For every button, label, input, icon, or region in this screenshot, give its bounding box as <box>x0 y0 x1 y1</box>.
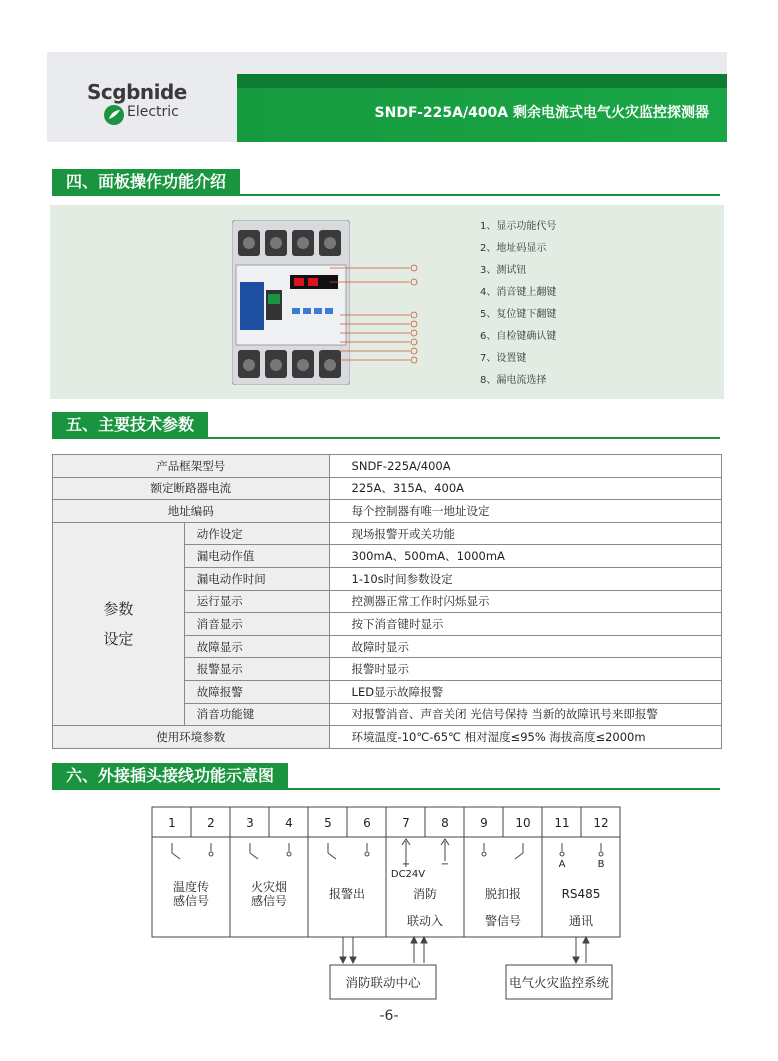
page-header <box>47 52 727 142</box>
terminal-number: 7 <box>402 816 410 830</box>
param-label: 消音功能键 <box>184 703 329 726</box>
company-logo <box>87 80 217 130</box>
terminal-number: 1 <box>168 816 176 830</box>
param-label: 漏电动作时间 <box>184 567 329 590</box>
rs485-b-label: B <box>597 859 605 870</box>
param-value: 对报警消音、声音关闭 光信号保持 当新的故障讯号来即报警 <box>329 703 721 726</box>
param-value: 300mA、500mA、1000mA <box>329 545 721 568</box>
table-row <box>53 522 722 545</box>
param-label: 运行显示 <box>184 590 329 613</box>
terminal-number: 8 <box>441 816 449 830</box>
legend-item: 7、设置键 <box>480 353 527 364</box>
page-number: -6- <box>379 1008 399 1024</box>
header-stripe <box>237 74 727 88</box>
param-value: 现场报警开或关功能 <box>329 522 721 545</box>
param-group-label <box>53 522 185 725</box>
terminal-number: 3 <box>246 816 254 830</box>
group-label-line: 参数 <box>103 599 134 618</box>
param-label: 故障报警 <box>184 680 329 703</box>
group-label: 警信号 <box>484 914 522 928</box>
param-label: 故障显示 <box>184 635 329 658</box>
table-row <box>53 726 722 749</box>
terminal-number: 2 <box>207 816 215 830</box>
param-label: 使用环境参数 <box>53 726 330 749</box>
params-table <box>52 454 722 749</box>
wiring-diagram <box>150 805 630 1005</box>
group-label: 联动入 <box>406 914 444 928</box>
param-label: 消音显示 <box>184 613 329 636</box>
param-value: 225A、315A、400A <box>329 477 721 500</box>
param-value: 控测器正常工作时闪烁显示 <box>329 590 721 613</box>
legend-item: 5、复位键下翻键 <box>480 309 557 320</box>
param-value: 1-10s时间参数设定 <box>329 567 721 590</box>
group-label: RS485 <box>561 887 601 901</box>
group-label: 感信号 <box>250 894 288 908</box>
fire-linkage-center-label: 消防联动中心 <box>345 975 421 990</box>
section-title: 五、主要技术参数 <box>52 412 208 438</box>
group-label: 温度传 <box>172 880 210 894</box>
legend-item: 1、显示功能代号 <box>480 221 557 232</box>
param-value: SNDF-225A/400A <box>329 455 721 478</box>
leaf-icon <box>103 104 125 126</box>
param-value: 每个控制器有唯一地址设定 <box>329 500 721 523</box>
table-row <box>53 455 722 478</box>
param-label: 额定断路器电流 <box>53 477 330 500</box>
param-label: 产品框架型号 <box>53 455 330 478</box>
param-value: 故障时显示 <box>329 635 721 658</box>
logo-subtitle: Electric <box>127 104 179 120</box>
legend-item: 4、消音键上翻键 <box>480 287 557 298</box>
fire-monitoring-system-label: 电气火灾监控系统 <box>508 975 610 990</box>
section-title: 四、面板操作功能介绍 <box>52 169 240 195</box>
terminal-number: 4 <box>285 816 293 830</box>
group-label: 火灾烟 <box>250 880 288 894</box>
table-row <box>53 500 722 523</box>
param-value: 环境温度-10℃-65℃ 相对湿度≤95% 海拔高度≤2000m <box>329 726 721 749</box>
callout-leaders <box>330 260 440 370</box>
group-label: 报警出 <box>328 887 366 901</box>
section-title: 六、外接插头接线功能示意图 <box>52 763 288 789</box>
rs485-a-label: A <box>558 859 566 870</box>
terminal-number: 6 <box>363 816 371 830</box>
logo-wordmark: Scgbnide <box>87 80 187 104</box>
param-label: 地址编码 <box>53 500 330 523</box>
terminal-number: 10 <box>515 816 531 830</box>
param-value: LED显示故障报警 <box>329 680 721 703</box>
param-label: 报警显示 <box>184 658 329 681</box>
plus-sign: + <box>401 859 411 870</box>
terminal-number: 11 <box>554 816 570 830</box>
param-value: 按下消音键时显示 <box>329 613 721 636</box>
panel-illustration <box>50 205 724 399</box>
legend-item: 8、漏电流选择 <box>480 375 547 386</box>
page-title: SNDF-225A/400A 剩余电流式电气火灾监控探测器 <box>374 105 709 121</box>
table-row <box>53 477 722 500</box>
group-label: 感信号 <box>172 894 210 908</box>
terminal-number: 9 <box>480 816 488 830</box>
group-label: 脱扣报 <box>484 887 522 901</box>
legend-item: 6、自检键确认键 <box>480 331 557 342</box>
legend-item: 3、测试钮 <box>480 265 527 276</box>
section-divider <box>52 194 720 196</box>
terminal-number: 5 <box>324 816 332 830</box>
legend-item: 2、地址码显示 <box>480 243 547 254</box>
param-label: 动作设定 <box>184 522 329 545</box>
dc-voltage-label: DC24V <box>390 869 426 880</box>
group-label: 通讯 <box>568 914 594 928</box>
section-divider <box>52 437 720 439</box>
minus-sign: − <box>440 859 450 870</box>
terminal-number: 12 <box>593 816 609 830</box>
section-divider <box>52 788 720 790</box>
param-value: 报警时显示 <box>329 658 721 681</box>
param-label: 漏电动作值 <box>184 545 329 568</box>
group-label: 消防 <box>412 887 438 901</box>
group-label-line: 设定 <box>103 629 134 648</box>
